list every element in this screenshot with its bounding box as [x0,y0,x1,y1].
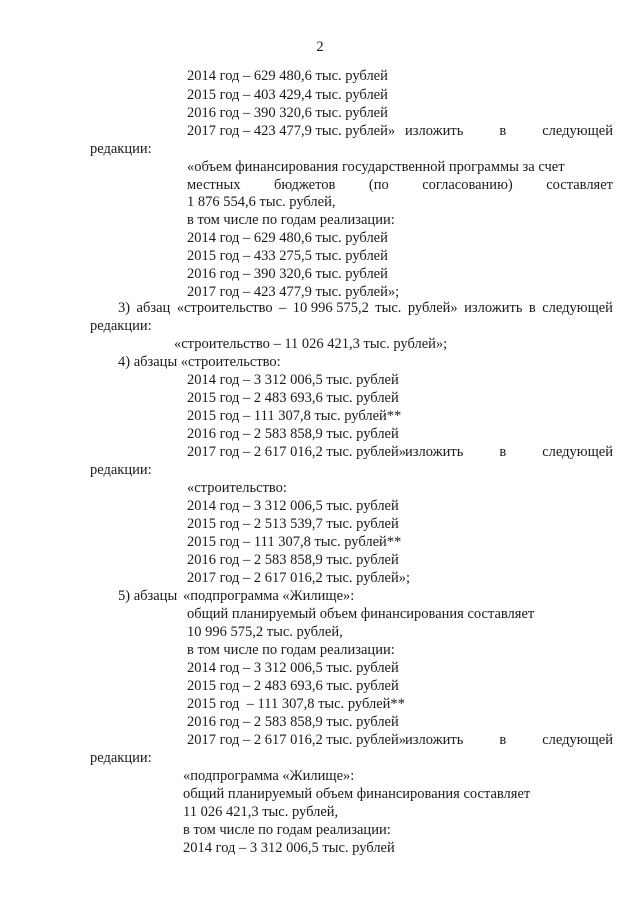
amount-line: 1 876 554,6 тыс. рублей, [187,194,336,210]
year-line: 2014 год – 629 480,6 тыс. рублей [187,230,388,246]
word: рублей» [407,300,458,316]
word: – [279,300,287,316]
action-word: изложить [405,732,464,748]
word: согласованию) [422,177,513,193]
item-heading-text: «подпрограмма «Жилище»: [183,588,355,604]
action-phrase [405,443,613,461]
wrap-line: редакции: [90,141,152,157]
action-word: следующей [542,732,613,748]
word: бюджетов [274,177,336,193]
amount-line: 10 996 575,2 тыс. рублей, [187,624,343,640]
year-line: 2017 год – 2 617 016,2 тыс. рублей»; [187,570,411,586]
amount-line: 11 026 421,3 тыс. рублей, [183,804,339,820]
word: 10 996 575,2 [292,300,369,316]
wrap-line: редакции: [90,462,152,478]
wrap-line: редакции: [90,318,152,334]
year-line: 2014 год – 3 312 006,5 тыс. рублей [187,660,399,676]
word: 3) [118,300,131,316]
year-line: 2016 год – 390 320,6 тыс. рублей [187,266,388,282]
year-line: 2016 год – 390 320,6 тыс. рублей [187,105,388,121]
action-word: изложить [405,123,464,139]
total-line: общий планируемый объем финансирования составляет [183,786,531,802]
word: тыс. [375,300,402,316]
paragraph-line: «объем финансирования государственной программы за счет [187,159,565,175]
new-text-line: «строительство – 11 026 421,3 тыс. рублей»; [174,336,448,352]
paragraph-line-justified [187,176,613,194]
year-line: 2017 год – 423 477,9 тыс. рублей»; [187,284,400,300]
year-line: 2014 год – 3 312 006,5 тыс. рублей [187,372,399,388]
year-line: 2017 год – 423 477,9 тыс. рублей» [187,123,396,139]
word: следующей [542,300,613,316]
year-line: 2017 год – 2 617 016,2 тыс. рублей» [187,444,407,460]
word: (по [368,177,389,193]
action-word: следующей [542,123,613,139]
action-word: изложить [405,444,464,460]
total-line: общий планируемый объем финансирования составляет [187,606,535,622]
action-word: следующей [542,444,613,460]
word: «строительство [176,300,273,316]
item-heading: 4) абзацы «строительство: [118,354,281,370]
action-phrase [405,731,613,749]
incl-line: в том числе по годам реализации: [187,642,395,658]
year-line: 2015 год – 403 429,4 тыс. рублей [187,87,388,103]
year-line: 2014 год – 3 312 006,5 тыс. рублей [187,498,399,514]
year-line: 2015 год – 2 513 539,7 тыс. рублей [187,516,399,532]
item-heading: 5) абзацы [118,588,178,604]
action-word: в [499,444,507,460]
year-line: 2016 год – 2 583 858,9 тыс. рублей [187,714,399,730]
year-line: 2014 год – 629 480,6 тыс. рублей [187,68,388,84]
action-phrase [405,122,613,140]
year-line: 2015 год – 2 483 693,6 тыс. рублей [187,390,399,406]
action-word: в [499,123,507,139]
word: местных [187,177,241,193]
year-line: 2016 год – 2 583 858,9 тыс. рублей [187,426,399,442]
new-heading: «подпрограмма «Жилище»: [183,768,355,784]
year-line: 2017 год – 2 617 016,2 тыс. рублей» [187,732,407,748]
year-line: 2014 год – 3 312 006,5 тыс. рублей [183,840,395,856]
item3-line [118,299,613,317]
year-line: 2016 год – 2 583 858,9 тыс. рублей [187,552,399,568]
page-number: 2 [316,39,324,55]
word: составляет [546,177,613,193]
incl-line: в том числе по годам реализации: [183,822,391,838]
word: изложить [464,300,523,316]
incl-line: в том числе по годам реализации: [187,212,395,228]
year-line: 2015 год – 2 483 693,6 тыс. рублей [187,678,399,694]
action-word: в [499,732,507,748]
new-heading: «строительство: [187,480,287,496]
word: в [528,300,536,316]
year-line: 2015 год – 111 307,8 тыс. рублей** [187,534,402,550]
year-line: 2015 год – 111 307,8 тыс. рублей** [187,408,402,424]
year-line: 2015 год – 433 275,5 тыс. рублей [187,248,388,264]
wrap-line: редакции: [90,750,152,766]
year-line: 2015 год – 111 307,8 тыс. рублей** [187,696,405,712]
word: абзац [136,300,171,316]
